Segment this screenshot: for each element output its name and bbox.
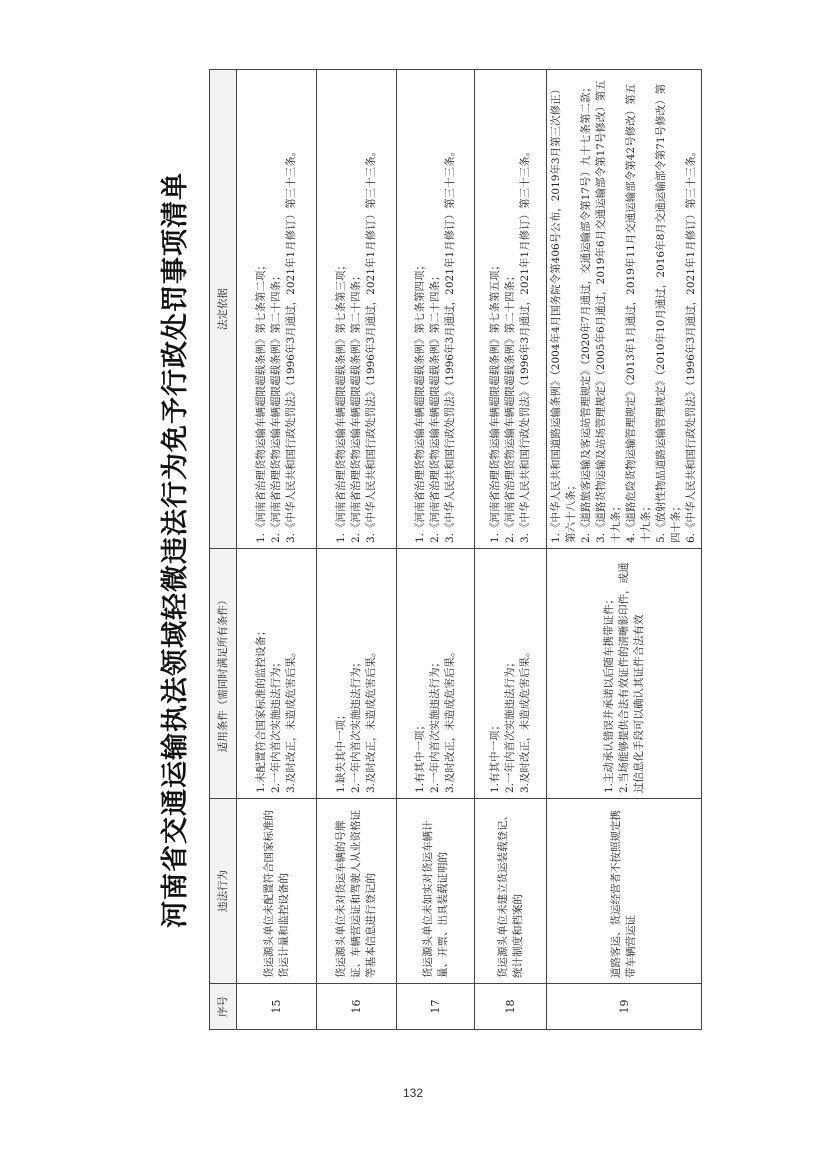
row-conditions: [475, 549, 547, 799]
basis-item: 2.《河南省治理货物运输车辆超限超载条例》第二十四条；: [270, 270, 282, 543]
table-row: [237, 70, 317, 1030]
row-seq: 18: [475, 984, 547, 1030]
row-act: 货运源头单位未对货运车辆的号牌证、车辆营运证和驾驶人从业资格证等基本信息进行登记的: [317, 799, 397, 984]
table-row: [547, 70, 702, 1030]
basis-item: 6.《中华人民共和国行政处罚法》（1996年3月通过，2021年1月修订）第三十三条。: [685, 145, 697, 543]
row-legal-basis: [237, 70, 317, 549]
condition-item: 1.有其中一项；: [414, 719, 426, 793]
row-legal-basis: [317, 70, 397, 549]
condition-item: 2.一年内首次实施违法行为；: [429, 656, 441, 793]
row-act: 货运源头单位未如实对货运车辆计量、开票、出具装载证明的: [397, 799, 475, 984]
header-conditions: 适用条件（需同时满足所有条件）: [210, 549, 237, 799]
condition-item: 1.缺失其中一项；: [335, 709, 347, 793]
condition-item: 3.及时改正，未造成危害后果。: [519, 646, 531, 793]
page-number: 132: [402, 1086, 424, 1100]
header-seq: 序号: [210, 984, 237, 1030]
basis-item: 2.《河南省治理货物运输车辆超限超载条例》第二十四条；: [429, 270, 441, 543]
condition-item: 1.有其中一项；: [489, 719, 501, 793]
table-row: [397, 70, 475, 1030]
row-legal-basis: [475, 70, 547, 549]
row-seq: 16: [317, 984, 397, 1030]
row-legal-basis: [547, 70, 702, 549]
condition-item: 2.当场能够提供合法有效证件的清晰影印件，或通过信息化手段可以确认其证件合法有效: [617, 562, 645, 793]
basis-item: 2.《河南省治理货物运输车辆超限超载条例》第二十四条；: [504, 270, 516, 543]
basis-item: 1.《河南省治理货物运输车辆超限超载条例》第七条第四项；: [414, 259, 426, 543]
condition-item: 2.一年内首次实施违法行为；: [350, 656, 362, 793]
condition-item: 2.一年内首次实施违法行为；: [270, 656, 282, 793]
basis-item: 5.《放射性物品道路运输管理规定》（2010年10月通过，2016年8月交通运输部令第71号修改）第四十条；: [655, 83, 682, 543]
rotated-page-content: [153, 70, 697, 1030]
basis-item: 1.《河南省治理货物运输车辆超限超载条例》第七条第五项；: [489, 259, 501, 543]
basis-item: 3.《中华人民共和国行政处罚法》（1996年3月通过，2021年1月修订）第三十三条。: [444, 145, 456, 543]
condition-item: 1.主动承认错误并承诺以后随车携带证件；: [602, 593, 615, 793]
row-conditions: [237, 549, 317, 799]
basis-item: 2.《河南省治理货物运输车辆超限超载条例》第二十四条；: [350, 270, 362, 543]
row-seq: 15: [237, 984, 317, 1030]
row-conditions: [397, 549, 475, 799]
row-seq: 17: [397, 984, 475, 1030]
row-act: 货运源头单位未配置符合国家标准的货运计量和监控设备的: [237, 799, 317, 984]
condition-item: 3.及时改正，未造成危害后果。: [365, 646, 377, 793]
condition-item: 1.未配置符合国家标准的监控设备；: [255, 625, 267, 793]
basis-item: 1.《河南省治理货物运输车辆超限超载条例》第七条第二项；: [255, 259, 267, 543]
row-conditions: [547, 549, 702, 799]
document-title: 河南省交通运输执法领域轻微违法行为免予行政处罚事项清单: [160, 172, 191, 928]
basis-item: 3.《中华人民共和国行政处罚法》（1996年3月通过，2021年1月修订）第三十三条。: [285, 145, 297, 543]
penalty-exemption-table: [209, 69, 702, 1030]
row-conditions: [317, 549, 397, 799]
row-seq: 19: [547, 984, 702, 1030]
header-act: 违法行为: [210, 799, 237, 984]
condition-item: 3.及时改正，未造成危害后果。: [444, 646, 456, 793]
header-legal-basis: 法定依据: [210, 70, 237, 549]
basis-item: 3.《中华人民共和国行政处罚法》（1996年3月通过，2021年1月修订）第三十三条。: [519, 145, 531, 543]
basis-item: 4.《道路危险货物运输管理规定》（2013年1月通过，2019年11月交通运输部令第42号修改）第五十九条；: [625, 83, 652, 543]
row-legal-basis: [397, 70, 475, 549]
basis-item: 1.《中华人民共和国道路运输条例》（2004年4月国务院令第406号公布，2019年3月第三次修正）第六十八条；: [550, 83, 577, 543]
row-act: 道路客运、货运经营者不按照规定携带车辆营运证: [547, 799, 702, 984]
condition-item: 3.及时改正，未造成危害后果。: [285, 646, 297, 793]
table-header-row: [210, 70, 237, 1030]
row-act: 货运源头单位未建立货运装载登记、统计制度和档案的: [475, 799, 547, 984]
table-row: [317, 70, 397, 1030]
table-row: [475, 70, 547, 1030]
basis-item: 2.《道路旅客运输及客运站管理规定》（2020年7月通过，交通运输部令第17号）九十七条第二款；: [580, 81, 592, 543]
condition-item: 2.一年内首次实施违法行为；: [504, 656, 516, 793]
basis-item: 3.《中华人民共和国行政处罚法》（1996年3月通过，2021年1月修订）第三十三条。: [365, 145, 377, 543]
basis-item: 1.《河南省治理货物运输车辆超限超载条例》第七条第三项；: [335, 259, 347, 543]
basis-item: 3.《道路货物运输及站场管理规定》（2005年6月通过，2019年6月交通运输部令第17号修改）第五十九条；: [595, 80, 622, 543]
